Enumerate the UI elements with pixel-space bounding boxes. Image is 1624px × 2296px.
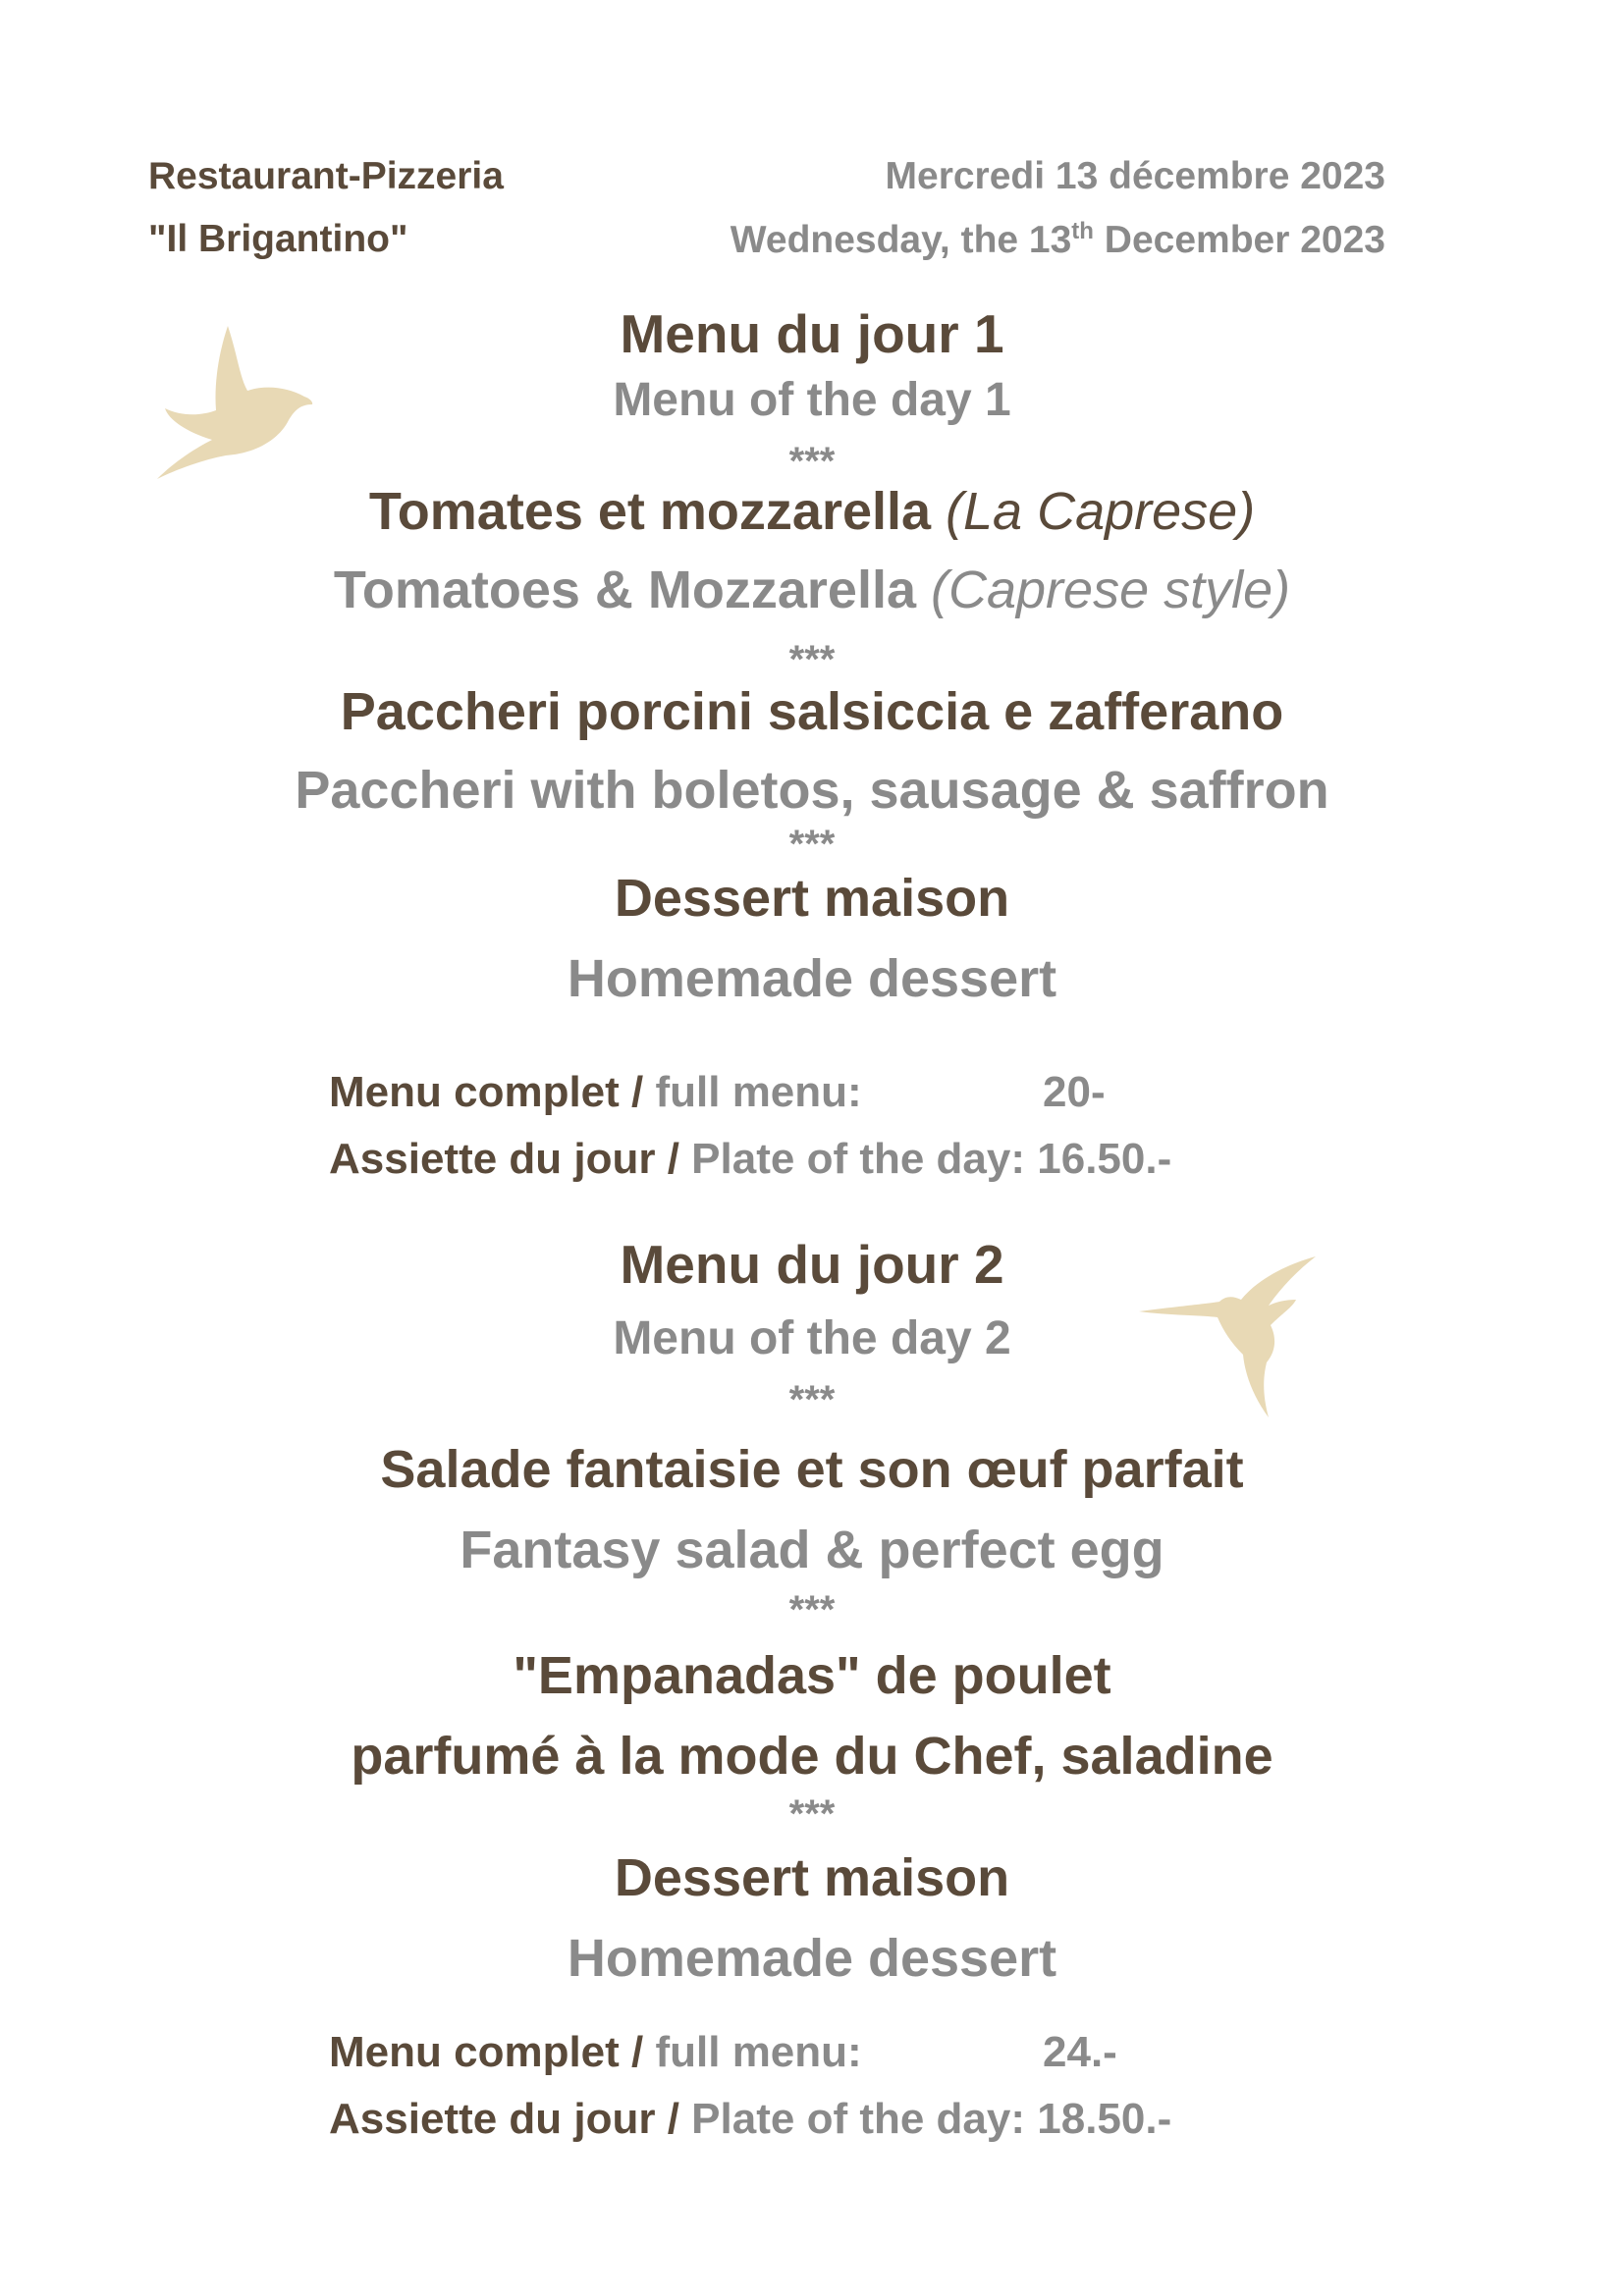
menu1-full-label: Menu complet / full menu: — [329, 1068, 862, 1116]
menu1-starter-fr: Tomates et mozzarella (La Caprese) — [368, 482, 1256, 541]
restaurant-name-line1: Restaurant-Pizzeria — [148, 155, 504, 197]
menu2-full-label: Menu complet / full menu: — [329, 2028, 862, 2076]
menu1-title-en: Menu of the day 1 — [613, 374, 1011, 426]
separator: *** — [788, 638, 836, 681]
menu1-dessert-en: Homemade dessert — [567, 949, 1057, 1008]
restaurant-name-line2: "Il Brigantino" — [148, 218, 408, 260]
menu1-dessert-fr: Dessert maison — [614, 869, 1010, 928]
separator: *** — [788, 440, 836, 483]
menu2-title-fr: Menu du jour 2 — [620, 1234, 1004, 1295]
separator: *** — [788, 1792, 836, 1836]
menu2-title-en: Menu of the day 2 — [613, 1312, 1011, 1364]
menu1-title-fr: Menu du jour 1 — [620, 303, 1004, 364]
menu1-plate-line: Assiette du jour / Plate of the day: 16.50.- — [329, 1135, 1172, 1183]
menu2-plate-line: Assiette du jour / Plate of the day: 18.50.- — [329, 2095, 1172, 2143]
separator: *** — [788, 823, 836, 866]
menu1-full-price: 20- — [1043, 1068, 1106, 1116]
separator: *** — [788, 1588, 836, 1631]
menu2-starter-fr: Salade fantaisie et son œuf parfait — [380, 1440, 1244, 1499]
menu1-starter-en: Tomatoes & Mozzarella (Caprese style) — [333, 561, 1291, 619]
menu2-main-fr-line1: "Empanadas" de poulet — [513, 1646, 1111, 1705]
menu2-main-fr-line2: parfumé à la mode du Chef, saladine — [351, 1727, 1273, 1786]
date-english: Wednesday, the 13th December 2023 — [730, 218, 1385, 261]
date-french: Mercredi 13 décembre 2023 — [885, 155, 1385, 197]
menu2-dessert-en: Homemade dessert — [567, 1929, 1057, 1988]
menu2-full-price: 24.- — [1043, 2028, 1117, 2076]
menu2-starter-en: Fantasy salad & perfect egg — [460, 1521, 1164, 1579]
menu1-main-fr: Paccheri porcini salsiccia e zafferano — [340, 682, 1284, 741]
separator: *** — [788, 1378, 836, 1421]
menu2-dessert-fr: Dessert maison — [614, 1848, 1010, 1907]
menu1-main-en: Paccheri with boletos, sausage & saffron — [295, 761, 1329, 820]
